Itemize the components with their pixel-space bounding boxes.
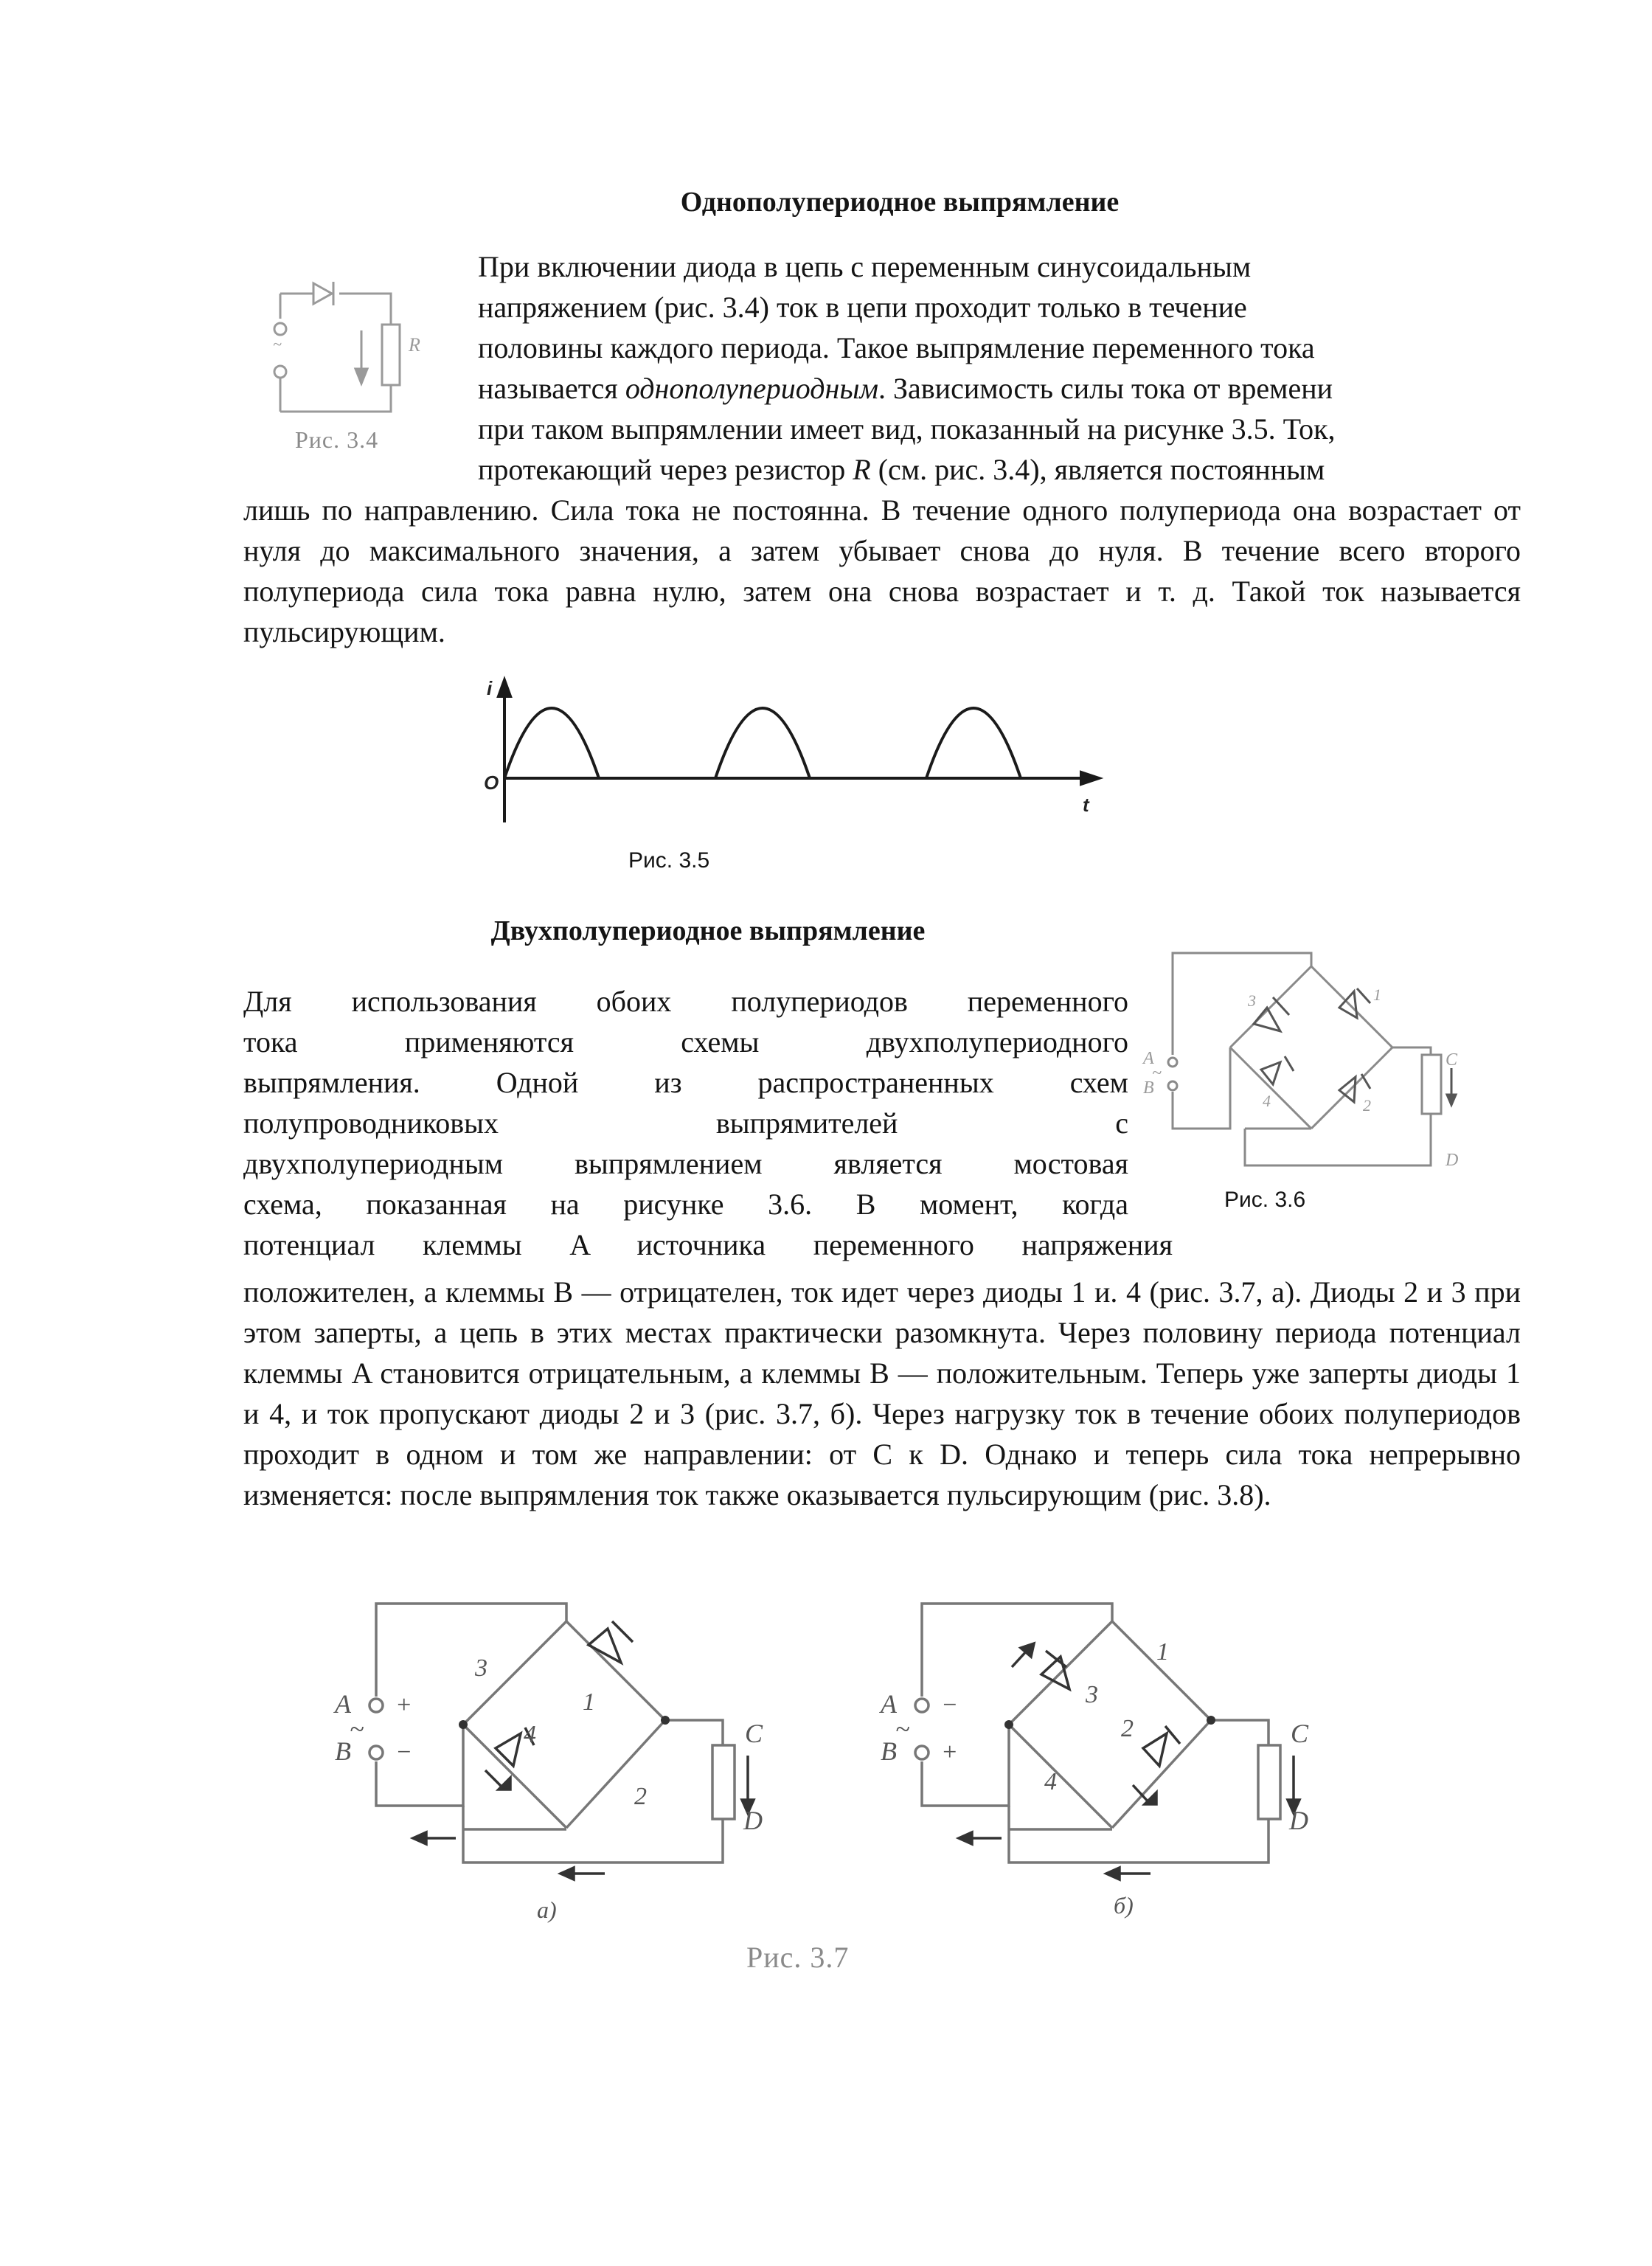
paragraph-half-wave-body — [243, 490, 1521, 652]
paragraph-half-wave-intro — [478, 246, 1521, 490]
fig37a-diode-4: 4 — [524, 1721, 536, 1748]
fig37a-sign-B: − — [395, 1739, 412, 1766]
figure-3-7a-diagram — [324, 1586, 796, 1925]
figure-3-7-caption: Рис. 3.7 — [746, 1941, 850, 1974]
paragraph-full-wave-intro — [243, 981, 1173, 1265]
text-line: полупроводниковых выпрямителей с — [243, 1106, 1128, 1140]
text-segment: . Зависимость силы тока от времени — [878, 372, 1333, 405]
figure-3-7b-diagram — [870, 1586, 1342, 1925]
text-line: половины каждого периода. Такое выпрямление переменного тока — [478, 331, 1315, 364]
text-block: положителен, а клеммы B — отрицателен, ток идет через диоды 1 и. 4 (рис. 3.7, а). Диоды 2 и 3 при этом заперты, а цепь в этих местах практически разомкнута. Через половину периода потенциал клеммы A становится отрицательным, а клеммы B — положительным. Теперь уже заперты диоды 1 и 4, и ток пропускают диоды 2 и 3 (рис. 3.7, б). Через нагрузку ток в течение обоих полупериодов проходит в одном и том же направлении: от C к D. Однако и теперь сила тока непрерывно изменяется: после выпрямления ток также оказывается пульсирующим (рис. 3.8). — [243, 1275, 1521, 1511]
fig36-diode-2: 2 — [1363, 1096, 1371, 1115]
text-segment: (см. рис. 3.4), является постоянным — [870, 453, 1325, 486]
text-line: выпрямления. Одной из распространенных схем — [243, 1066, 1128, 1099]
fig36-terminal-D: D — [1446, 1151, 1459, 1170]
text-line: напряжением (рис. 3.4) ток в цепи проходит только в течение — [478, 291, 1247, 324]
fig37b-diode-2: 2 — [1121, 1715, 1134, 1742]
half-wave-pulse-3 — [926, 708, 1021, 778]
figure-3-4-caption: Рис. 3.4 — [295, 426, 379, 453]
fig37b-terminal-D: D — [1289, 1806, 1308, 1835]
fig37a-sign-A: + — [395, 1691, 412, 1719]
fig36-tilde: ~ — [1152, 1064, 1162, 1083]
fig36-diode-3: 3 — [1248, 991, 1256, 1010]
text-segment: называется — [478, 372, 625, 405]
fig37a-terminal-B: B — [335, 1736, 351, 1766]
fig36-diode-1: 1 — [1373, 985, 1381, 1004]
text-line: схема, показанная на рисунке 3.6. В момент, когда — [243, 1188, 1128, 1221]
section-heading-half-wave: Однополупериодное выпрямление — [680, 187, 1120, 218]
half-wave-pulse-2 — [715, 708, 810, 778]
fig37b-terminal-B: B — [881, 1736, 897, 1766]
symbol-R: R — [853, 453, 871, 486]
svg-text:~: ~ — [273, 335, 282, 353]
fig36-diode-4: 4 — [1263, 1092, 1271, 1110]
fig37a-terminal-A: A — [335, 1689, 351, 1719]
figure-3-6-caption: Рис. 3.6 — [1224, 1188, 1306, 1212]
fig37b-diode-3: 3 — [1086, 1681, 1098, 1708]
fig34-label-R: R — [409, 334, 420, 356]
text-line: при таком выпрямлении имеет вид, показанный на рисунке 3.5. Ток, — [478, 412, 1336, 446]
fig37a-diode-3: 3 — [475, 1655, 487, 1682]
fig37a-terminal-D: D — [743, 1806, 763, 1835]
fig37b-terminal-C: C — [1291, 1719, 1309, 1748]
text-line — [478, 368, 1521, 409]
text-line: Для использования обоих полупериодов переменного — [243, 985, 1128, 1018]
fig37a-terminal-C: C — [745, 1719, 763, 1748]
fig36-terminal-A: A — [1143, 1049, 1154, 1068]
text-block: лишь по направлению. Сила тока не постоянна. В течение одного полупериода она возрастает от нуля до максимального значения, а затем убывает снова до нуля. В течение всего второго полупериода сила тока равна нулю, затем она снова возрастает и т. д. Такой ток называется пульсирующим. — [243, 493, 1521, 648]
fig37b-diode-4: 4 — [1044, 1768, 1057, 1795]
text-line: тока применяются схемы двухполупериодного — [243, 1025, 1128, 1058]
fig37b-terminal-A: A — [881, 1689, 897, 1719]
fig37b-sign-A: − — [941, 1691, 958, 1719]
section-heading-full-wave: Двухполупериодное выпрямление — [490, 915, 926, 946]
fig37a-sublabel: а) — [537, 1896, 557, 1923]
fig37b-sign-B: + — [941, 1739, 958, 1766]
fig36-terminal-B: B — [1143, 1078, 1154, 1098]
figure-3-6-diagram — [1136, 944, 1534, 1195]
fig37b-sublabel: б) — [1114, 1892, 1134, 1919]
x-axis-label: t — [1083, 794, 1089, 816]
half-wave-pulse-1 — [504, 708, 599, 778]
text-line: двухполупериодным выпрямлением является мостовая — [243, 1147, 1128, 1180]
text-line: потенциал клеммы A источника переменного напряжения — [243, 1228, 1173, 1261]
fig37a-diode-1: 1 — [583, 1688, 595, 1716]
y-axis-label: i — [487, 677, 493, 699]
fig37a-tilde: ~ — [350, 1714, 364, 1744]
fig37b-diode-1: 1 — [1156, 1638, 1169, 1666]
figure-3-5-graph — [472, 664, 1114, 834]
fig37b-tilde: ~ — [895, 1714, 910, 1744]
text-line: При включении диода в цепь с переменным синусоидальным — [478, 250, 1252, 283]
text-line — [478, 449, 1521, 490]
origin-label: O — [484, 772, 499, 794]
figure-3-5-caption: Рис. 3.5 — [628, 848, 710, 873]
fig37a-diode-2: 2 — [634, 1783, 647, 1810]
text-segment: протекающий через резистор — [478, 453, 853, 486]
fig36-terminal-C: C — [1446, 1050, 1458, 1070]
term-half-wave: однополупериодным — [625, 372, 878, 405]
paragraph-full-wave-body — [243, 1272, 1521, 1515]
